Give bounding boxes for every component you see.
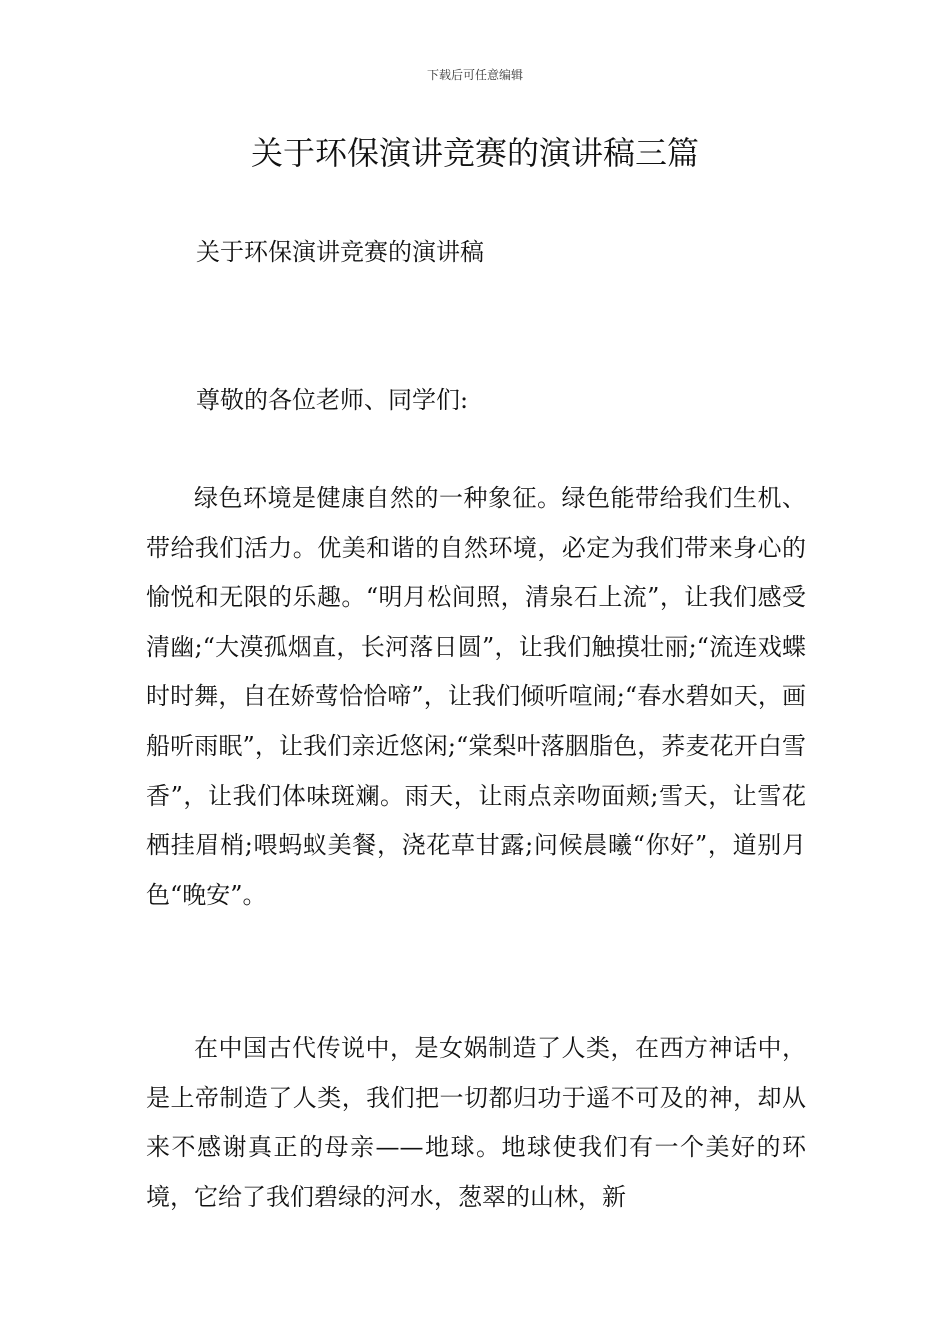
header-note: 下载后可任意编辑 <box>426 68 523 82</box>
paragraph-2: 在中国古代传说中，是女娲制造了人类，在西方神话中，是上帝制造了人类，我们把一切都归功于遥不可及的神，却从来不感谢真正的母亲——地球。地球使我们有一个美好的环境，它给了我们碧绿的河水，葱翠的山林，新 <box>146 1034 806 1211</box>
salutation: 尊敬的各位老师、同学们: <box>196 386 469 414</box>
paragraph-1: 绿色环境是健康自然的一种象征。绿色能带给我们生机、带给我们活力。优美和谐的自然环境，必定为我们带来身心的愉悦和无限的乐趣。“明月松间照，清泉石上流”，让我们感受清幽;“大漠孤烟直，长河落日圆”，让我们触摸壮丽;“流连戏蝶时时舞，自在娇莺恰恰啼”，让我们倾听喧闹;“春水碧如天，画船听雨眠”，让我们亲近悠闲;“棠梨叶落胭脂色，荞麦花开白雪香”，让我们体味斑斓。雨天，让雨点亲吻面颊;雪天，让雪花栖挂眉梢;喂蚂蚁美餐，浇花草甘露;问候晨曦“你好”，道别月色“晚安”。 <box>146 484 806 909</box>
document-title: 关于环保演讲竞赛的演讲稿三篇 <box>250 134 699 172</box>
document-subtitle: 关于环保演讲竞赛的演讲稿 <box>196 238 484 266</box>
